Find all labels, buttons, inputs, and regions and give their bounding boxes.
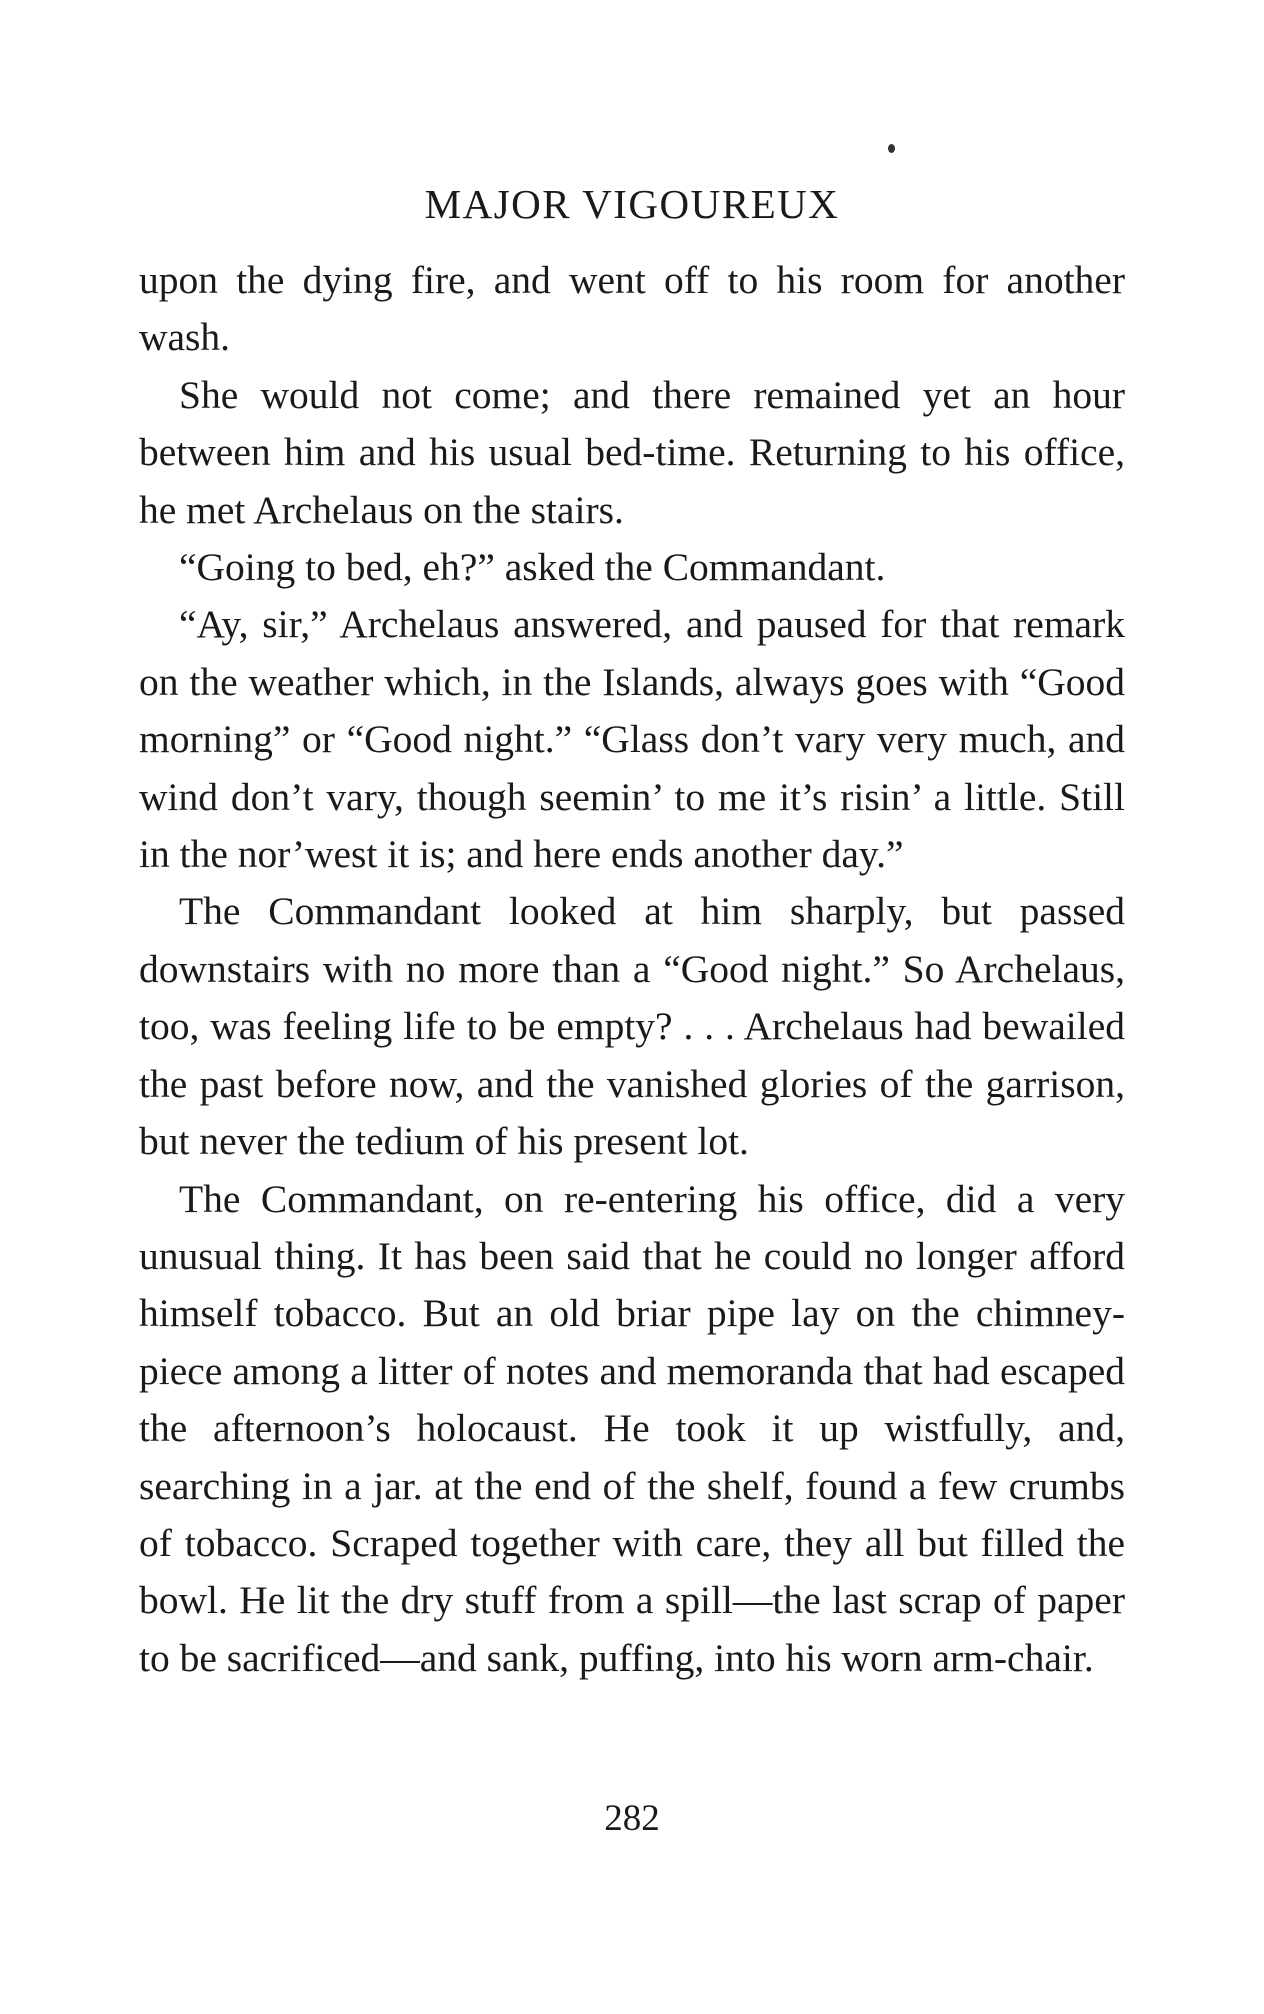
ink-speck <box>888 144 895 153</box>
paragraph: “Going to bed, eh?” asked the Commandant. <box>179 545 886 590</box>
body-text <box>139 252 1125 1687</box>
paragraph: She would not come; and there remained yet an hour between him and his usual bed-time. Returning to his office, he met Archelaus on the stairs. <box>139 372 1125 532</box>
page-number: 282 <box>604 1798 660 1839</box>
paragraph: The Commandant looked at him sharply, but passed downstairs with no more than a “Good night.” So Archelaus, too, was feeling life to be empty? . . . Archelaus had bewailed the past before now, and the vanished glories of the garrison, but never the tedium of his present lot. <box>139 889 1125 1164</box>
paragraph-continued: upon the dying fire, and went off to his room for another wash. <box>139 258 1125 360</box>
paragraph: The Commandant, on re-entering his office, did a very unusual thing. It has been said that he could no longer afford himself tobacco. But an old briar pipe lay on the chimney-piece among a litter of notes and memoranda that had escaped the afternoon’s holocaust. He took it up wistfully, and, searching in a jar. at the end of the shelf, found a few crumbs of tobacco. Scraped together with care, they all but filled the bowl. He lit the dry stuff from a spill—the last scrap of paper to be sacrificed—and sank, puffing, into his worn arm-chair. <box>139 1176 1125 1680</box>
running-head: MAJOR VIGOUREUX <box>424 181 840 227</box>
paragraph: “Ay, sir,” Archelaus answered, and paused for that remark on the weather which, in the Islands, always goes with “Good morning” or “Good night.” “Glass don’t vary very much, and wind don’t vary, though seemin’ to me it’s risin’ a little. Still in the nor’west it is; and here ends another day.” <box>139 602 1125 877</box>
